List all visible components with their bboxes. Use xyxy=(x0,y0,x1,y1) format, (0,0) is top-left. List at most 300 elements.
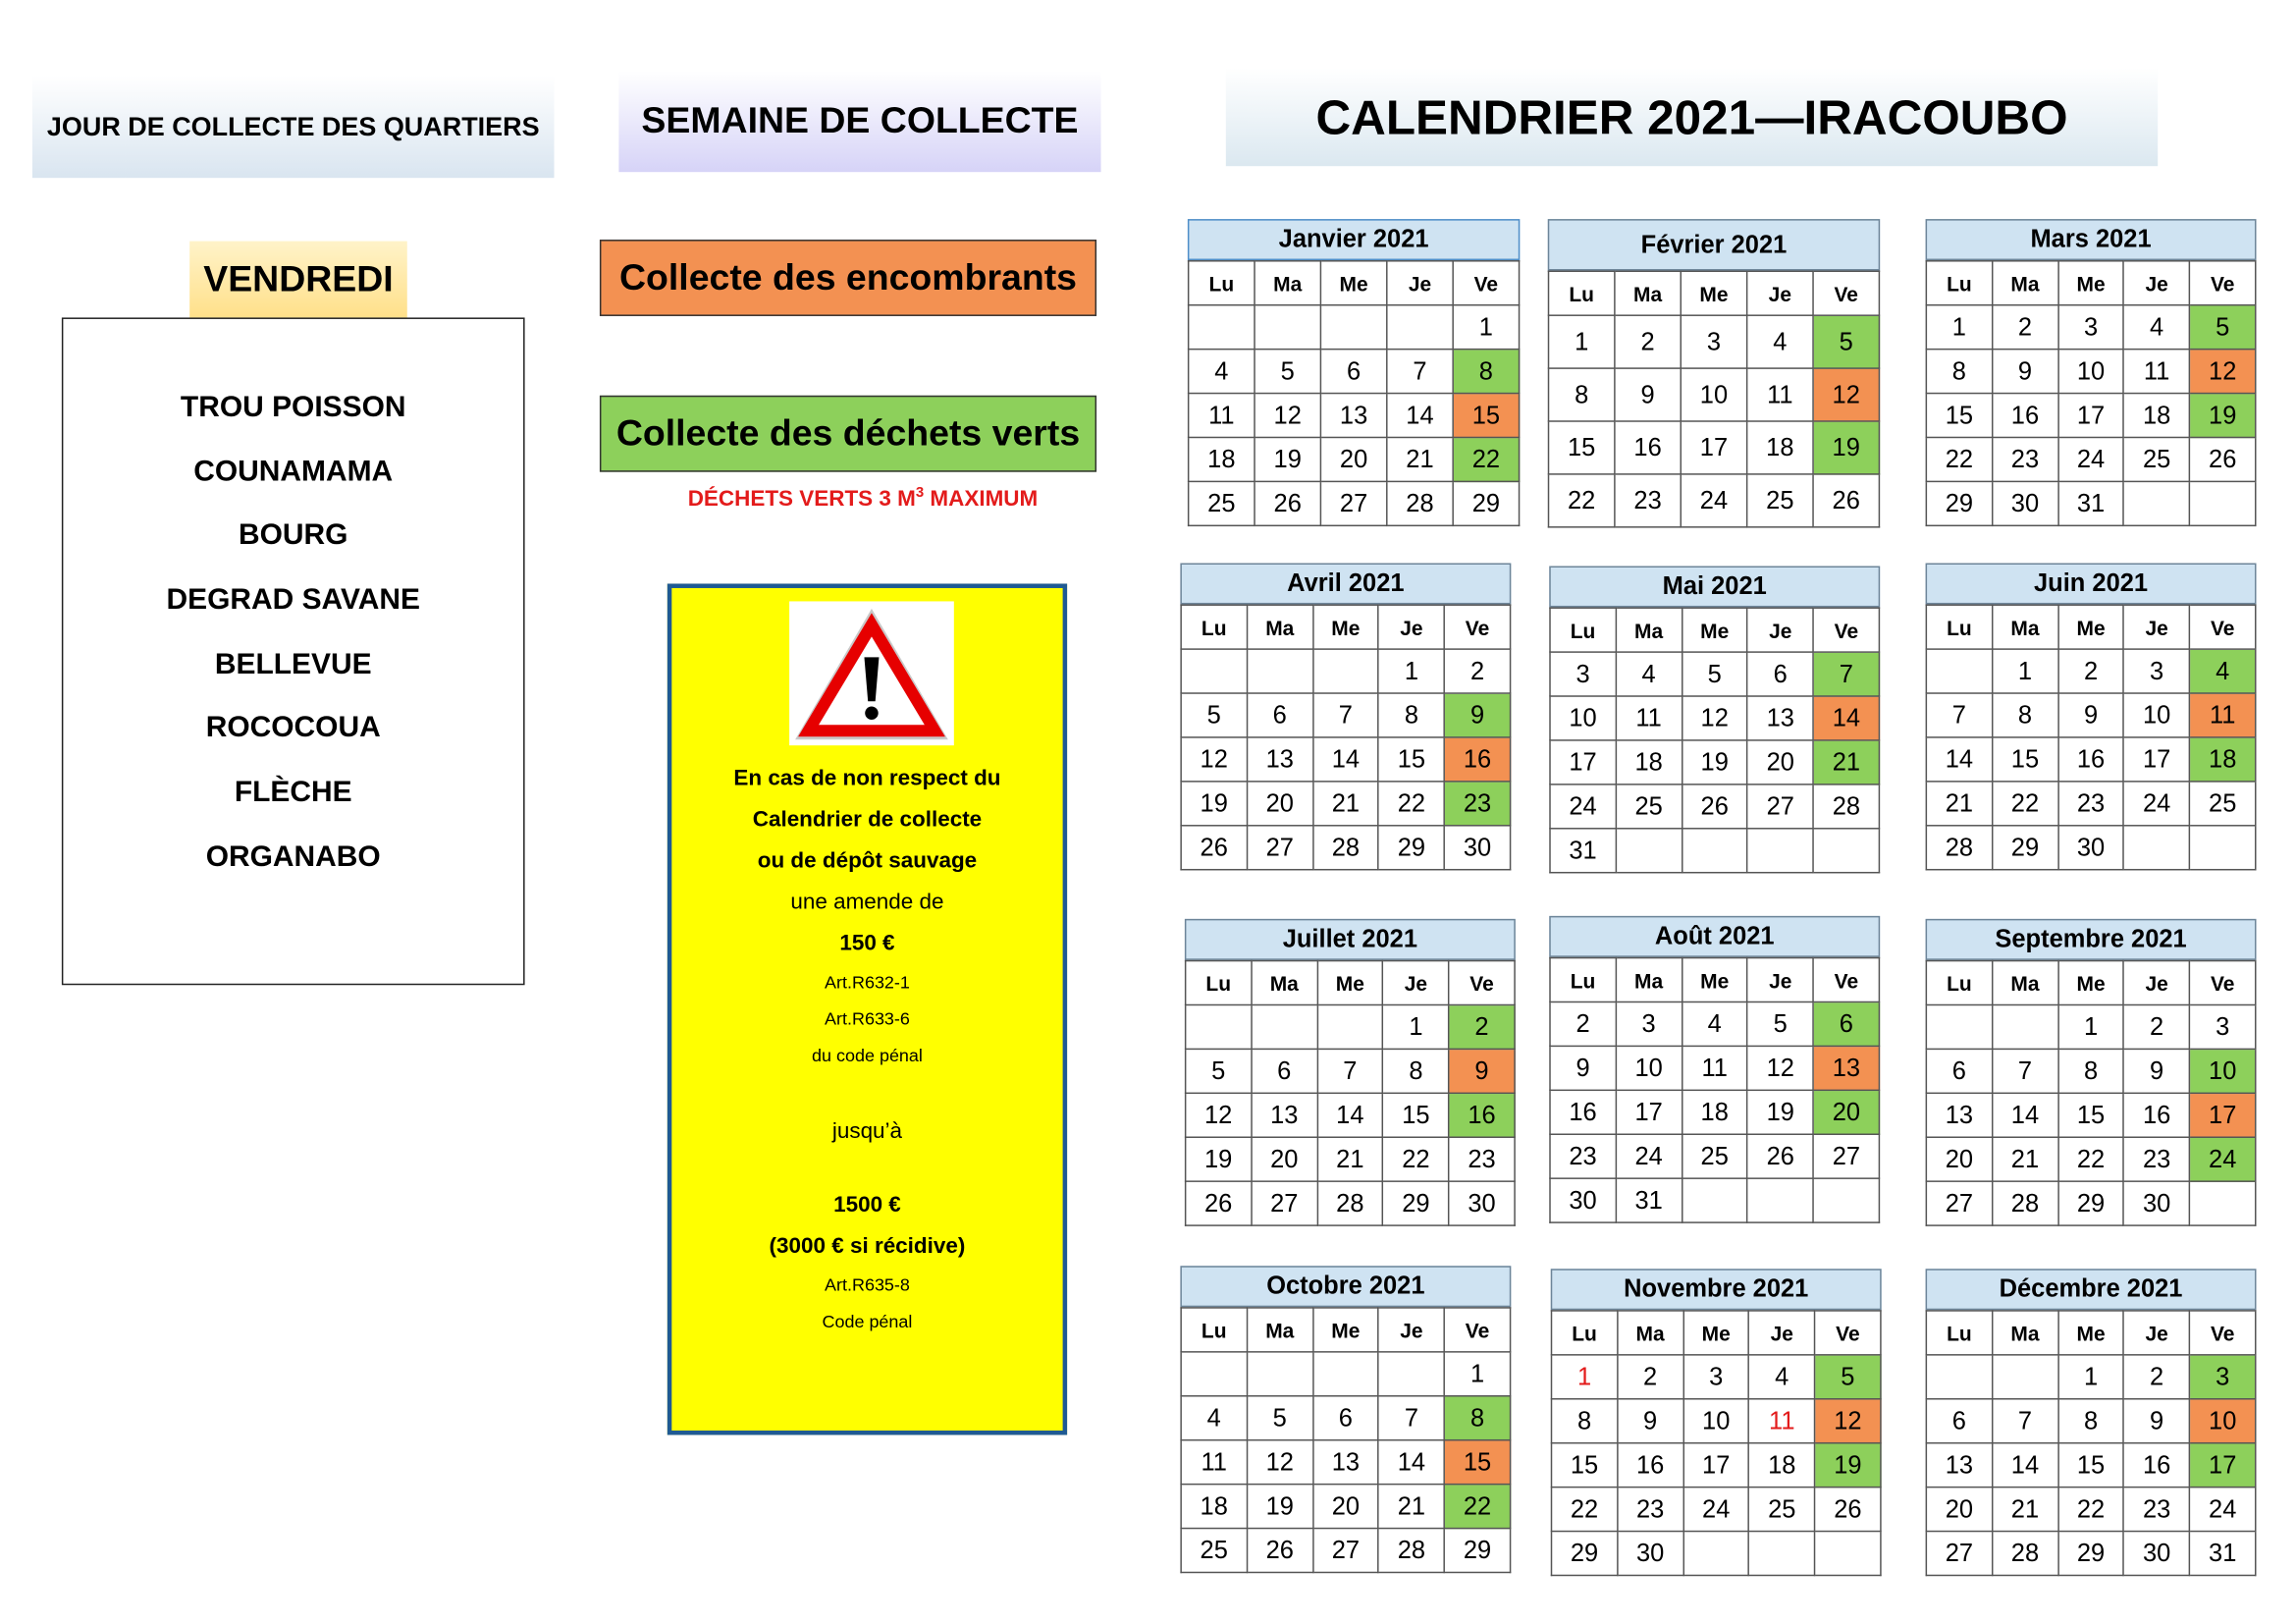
day-cell: 15 xyxy=(2058,1443,2124,1488)
day-cell: 1 xyxy=(1383,1004,1449,1049)
day-cell-dechets-verts: 22 xyxy=(1444,1485,1510,1529)
day-cell: 30 xyxy=(1449,1181,1515,1225)
day-cell: 14 xyxy=(1378,1440,1444,1485)
weekday-header: Ve xyxy=(1813,608,1879,652)
weekday-header: Me xyxy=(1682,608,1747,652)
month-title: Janvier 2021 xyxy=(1188,219,1520,260)
week-row xyxy=(1926,305,2255,350)
weekday-header: Lu xyxy=(1550,608,1616,652)
district-item: ROCOCOUA xyxy=(205,712,381,745)
day-cell: 3 xyxy=(1550,652,1616,696)
weekday-header: Me xyxy=(2058,961,2124,1005)
day-cell: 30 xyxy=(1618,1532,1683,1576)
month-table xyxy=(1926,260,2257,526)
weekday-header: Ve xyxy=(1449,961,1515,1005)
weekday-header: Je xyxy=(1747,271,1813,315)
month-calendar xyxy=(1926,219,2257,526)
day-cell-encombrants: 17 xyxy=(2190,1093,2256,1137)
weekday-header: Lu xyxy=(1181,605,1247,649)
empty-day-cell xyxy=(1926,1004,1992,1049)
day-cell: 2 xyxy=(2124,1355,2190,1399)
month-table xyxy=(1188,260,1520,526)
empty-day-cell xyxy=(1616,829,1682,873)
week-row xyxy=(1926,649,2255,693)
day-cell: 7 xyxy=(1992,1049,2057,1093)
day-cell-dechets-verts: 2 xyxy=(1449,1004,1515,1049)
day-cell: 13 xyxy=(1312,1440,1378,1485)
empty-day-cell xyxy=(2124,481,2190,525)
month-title: Août 2021 xyxy=(1549,916,1880,957)
day-cell: 29 xyxy=(2058,1532,2124,1576)
weekday-header: Je xyxy=(1387,261,1453,305)
article-r632-1: Art.R632-1 xyxy=(825,971,910,993)
day-cell: 24 xyxy=(1683,1488,1749,1532)
empty-day-cell xyxy=(1747,829,1813,873)
day-cell: 11 xyxy=(1616,696,1682,740)
day-cell: 11 xyxy=(1181,1440,1247,1485)
fine-amount-1500: 1500 € xyxy=(833,1192,901,1218)
day-cell: 18 xyxy=(1747,421,1813,474)
day-cell: 27 xyxy=(1747,785,1813,829)
empty-day-cell xyxy=(1378,1352,1444,1396)
day-cell: 17 xyxy=(1683,1443,1749,1488)
day-cell: 7 xyxy=(1992,1399,2057,1443)
day-cell: 22 xyxy=(2058,1137,2124,1181)
week-row xyxy=(1186,1093,1515,1137)
day-cell: 5 xyxy=(1682,652,1747,696)
empty-day-cell xyxy=(1992,1355,2057,1399)
day-cell: 27 xyxy=(1320,481,1386,525)
day-cell: 26 xyxy=(1181,826,1247,870)
day-cell-dechets-verts: 21 xyxy=(1813,740,1879,785)
day-cell: 13 xyxy=(1252,1093,1317,1137)
weekday-header: Ma xyxy=(1616,608,1682,652)
day-cell: 18 xyxy=(1189,437,1255,481)
month-calendar xyxy=(1548,219,1880,527)
day-cell-dechets-verts: 19 xyxy=(2190,394,2256,438)
day-cell: 16 xyxy=(2124,1093,2190,1137)
weekday-header: Ma xyxy=(1992,261,2057,305)
day-cell: 20 xyxy=(1926,1137,1992,1181)
day-cell: 24 xyxy=(1616,1134,1682,1178)
day-cell: 31 xyxy=(2190,1532,2256,1576)
weekday-header: Me xyxy=(2058,605,2124,649)
day-cell: 21 xyxy=(1992,1488,2057,1532)
day-cell: 19 xyxy=(1747,1090,1813,1134)
month-table xyxy=(1180,604,1511,870)
month-title: Juin 2021 xyxy=(1926,564,2257,605)
week-row xyxy=(1552,1355,1881,1399)
day-cell: 30 xyxy=(1550,1178,1616,1222)
day-cell: 16 xyxy=(1615,421,1681,474)
week-row xyxy=(1189,350,1520,394)
week-row xyxy=(1552,1443,1881,1488)
week-row xyxy=(1186,1049,1515,1093)
day-cell: 8 xyxy=(2058,1049,2124,1093)
day-cell-dechets-verts: 19 xyxy=(1813,421,1879,474)
week-row xyxy=(1926,1443,2255,1488)
week-row xyxy=(1926,1355,2255,1399)
day-cell: 18 xyxy=(1682,1090,1747,1134)
day-cell: 28 xyxy=(1813,785,1879,829)
day-cell: 13 xyxy=(1926,1443,1992,1488)
week-row xyxy=(1550,740,1879,785)
week-row xyxy=(1550,1001,1879,1046)
weekday-header: Je xyxy=(1378,1308,1444,1352)
day-cell-dechets-verts: 7 xyxy=(1813,652,1879,696)
day-cell: 24 xyxy=(2124,782,2190,826)
day-cell: 31 xyxy=(1550,829,1616,873)
day-cell: 24 xyxy=(2058,437,2124,481)
day-cell: 6 xyxy=(1926,1049,1992,1093)
day-cell: 9 xyxy=(1615,368,1681,421)
day-cell: 29 xyxy=(1383,1181,1449,1225)
day-cell: 11 xyxy=(1682,1046,1747,1090)
day-cell-dechets-verts: 3 xyxy=(2190,1355,2256,1399)
weekday-header: Je xyxy=(2124,961,2190,1005)
month-calendar xyxy=(1926,1269,2257,1576)
day-cell: 12 xyxy=(1247,1440,1312,1485)
day-cell-dechets-verts: 17 xyxy=(2190,1443,2256,1488)
day-cell: 11 xyxy=(1747,368,1813,421)
day-cell: 16 xyxy=(1992,394,2057,438)
month-calendar xyxy=(1180,1266,1511,1573)
empty-day-cell xyxy=(1387,305,1453,350)
day-cell: 27 xyxy=(1926,1181,1992,1225)
day-cell: 13 xyxy=(1320,394,1386,438)
day-cell: 20 xyxy=(1247,782,1312,826)
weekday-header: Ve xyxy=(1815,1311,1881,1355)
day-cell: 23 xyxy=(2124,1488,2190,1532)
day-cell: 4 xyxy=(1749,1355,1815,1399)
day-cell: 11 xyxy=(1189,394,1255,438)
day-cell: 22 xyxy=(1992,782,2057,826)
day-cell: 9 xyxy=(2124,1049,2190,1093)
day-cell-dechets-verts: 18 xyxy=(2190,737,2256,782)
month-table xyxy=(1551,1310,1882,1576)
day-cell: 4 xyxy=(2124,305,2190,350)
warning-line-2: Calendrier de collecte xyxy=(752,807,983,833)
week-row xyxy=(1186,1137,1515,1181)
day-cell: 9 xyxy=(1550,1046,1616,1090)
day-cell: 1 xyxy=(1549,315,1615,368)
day-cell: 29 xyxy=(1992,826,2057,870)
day-cell: 27 xyxy=(1247,826,1312,870)
day-cell: 27 xyxy=(1926,1532,1992,1576)
day-cell: 25 xyxy=(1749,1488,1815,1532)
day-cell: 15 xyxy=(1549,421,1615,474)
month-title: Mai 2021 xyxy=(1549,566,1880,607)
day-cell: 7 xyxy=(1378,1396,1444,1440)
day-cell: 15 xyxy=(1926,394,1992,438)
day-cell: 23 xyxy=(1550,1134,1616,1178)
day-cell: 6 xyxy=(1247,693,1312,737)
day-cell: 14 xyxy=(1926,737,1992,782)
week-row xyxy=(1181,1396,1510,1440)
day-cell: 27 xyxy=(1813,1134,1879,1178)
day-cell: 2 xyxy=(2124,1004,2190,1049)
day-cell: 10 xyxy=(1550,696,1616,740)
day-cell: 22 xyxy=(1552,1488,1618,1532)
week-row xyxy=(1926,1137,2255,1181)
day-cell-dechets-verts: 5 xyxy=(1815,1355,1881,1399)
week-row xyxy=(1189,394,1520,438)
weekday-header: Je xyxy=(1749,1311,1815,1355)
weekday-header: Ve xyxy=(1453,261,1519,305)
day-cell: 25 xyxy=(1181,1529,1247,1573)
note-superscript: 3 xyxy=(915,485,925,502)
day-cell: 5 xyxy=(1255,350,1320,394)
month-title: Décembre 2021 xyxy=(1926,1269,2257,1310)
day-cell-encombrants: 13 xyxy=(1813,1046,1879,1090)
week-row xyxy=(1926,693,2255,737)
week-row xyxy=(1550,1178,1879,1222)
weekday-header: Ma xyxy=(1247,1308,1312,1352)
day-cell: 20 xyxy=(1252,1137,1317,1181)
day-cell: 6 xyxy=(1312,1396,1378,1440)
fine-recidive: (3000 € si récidive) xyxy=(769,1233,966,1259)
weekday-header: Me xyxy=(2058,261,2124,305)
week-row xyxy=(1181,693,1510,737)
day-cell: 1 xyxy=(1926,305,1992,350)
week-row xyxy=(1181,782,1510,826)
weekday-header: Me xyxy=(1312,1308,1378,1352)
day-cell: 17 xyxy=(2058,394,2124,438)
week-row xyxy=(1552,1532,1881,1576)
day-cell: 9 xyxy=(1618,1399,1683,1443)
month-title: Mars 2021 xyxy=(1926,219,2257,260)
day-cell: 24 xyxy=(1550,785,1616,829)
week-row xyxy=(1549,368,1880,421)
week-row xyxy=(1181,649,1510,693)
day-cell: 26 xyxy=(1815,1488,1881,1532)
day-cell: 17 xyxy=(1616,1090,1682,1134)
day-cell: 12 xyxy=(1682,696,1747,740)
week-row xyxy=(1181,1485,1510,1529)
day-cell: 26 xyxy=(1682,785,1747,829)
day-cell: 8 xyxy=(1992,693,2057,737)
day-cell: 10 xyxy=(1616,1046,1682,1090)
week-row xyxy=(1186,1181,1515,1225)
district-item: BOURG xyxy=(238,519,348,553)
empty-day-cell xyxy=(1252,1004,1317,1049)
day-cell: 22 xyxy=(1378,782,1444,826)
day-cell: 18 xyxy=(1749,1443,1815,1488)
day-cell: 17 xyxy=(1681,421,1746,474)
weekday-header: Ma xyxy=(1992,1311,2057,1355)
empty-day-cell xyxy=(1992,1004,2057,1049)
day-cell: 26 xyxy=(1747,1134,1813,1178)
month-title: Septembre 2021 xyxy=(1926,919,2257,960)
day-cell: 1 xyxy=(1378,649,1444,693)
day-cell: 29 xyxy=(1378,826,1444,870)
warning-line-4: une amende de xyxy=(790,889,944,915)
day-cell: 20 xyxy=(1747,740,1813,785)
month-table xyxy=(1926,604,2257,870)
day-cell: 21 xyxy=(1317,1137,1383,1181)
code-penal-ref-2: Code pénal xyxy=(822,1311,913,1332)
day-cell: 21 xyxy=(1926,782,1992,826)
empty-day-cell xyxy=(2190,1181,2256,1225)
day-cell: 10 xyxy=(2058,350,2124,394)
weekday-header: Lu xyxy=(1550,958,1616,1002)
weekday-header: Ma xyxy=(1247,605,1312,649)
weekday-header: Ma xyxy=(1616,958,1682,1002)
week-row xyxy=(1926,782,2255,826)
day-cell: 29 xyxy=(1926,481,1992,525)
week-row xyxy=(1549,474,1880,527)
day-cell: 4 xyxy=(1682,1001,1747,1046)
day-cell-dechets-verts: 9 xyxy=(1444,693,1510,737)
note-suffix: MAXIMUM xyxy=(924,486,1039,513)
weekday-header: Me xyxy=(1681,271,1746,315)
empty-day-cell xyxy=(1255,305,1320,350)
day-cell: 30 xyxy=(1444,826,1510,870)
day-cell: 13 xyxy=(1747,696,1813,740)
article-r635-8: Art.R635-8 xyxy=(825,1274,910,1296)
day-cell: 10 xyxy=(2124,693,2190,737)
month-table xyxy=(1180,1307,1511,1573)
month-table xyxy=(1185,960,1516,1226)
day-cell: 22 xyxy=(1549,474,1615,527)
day-cell: 27 xyxy=(1252,1181,1317,1225)
day-cell: 30 xyxy=(2124,1532,2190,1576)
warning-text xyxy=(671,759,1062,1341)
week-row xyxy=(1181,1440,1510,1485)
day-cell: 7 xyxy=(1312,693,1378,737)
week-row xyxy=(1926,1004,2255,1049)
day-cell: 7 xyxy=(1926,693,1992,737)
week-row xyxy=(1550,1090,1879,1134)
week-row xyxy=(1926,1181,2255,1225)
month-title: Avril 2021 xyxy=(1180,564,1511,605)
day-cell: 21 xyxy=(1992,1137,2057,1181)
month-calendar xyxy=(1549,566,1880,873)
day-cell: 18 xyxy=(1616,740,1682,785)
legend-dechets-verts: Collecte des déchets verts xyxy=(600,396,1096,472)
empty-day-cell xyxy=(1186,1004,1252,1049)
fine-amount-150: 150 € xyxy=(839,930,895,956)
day-cell: 28 xyxy=(1926,826,1992,870)
empty-day-cell xyxy=(1312,1352,1378,1396)
empty-day-cell xyxy=(1312,649,1378,693)
day-cell-holiday: 1 xyxy=(1552,1355,1618,1399)
day-cell: 12 xyxy=(1255,394,1320,438)
day-cell: 1 xyxy=(1992,649,2057,693)
empty-day-cell xyxy=(1181,649,1247,693)
day-cell-dechets-verts: 23 xyxy=(1444,782,1510,826)
day-cell: 6 xyxy=(1320,350,1386,394)
day-cell: 12 xyxy=(1186,1093,1252,1137)
day-cell: 8 xyxy=(1549,368,1615,421)
weekday-header: Ma xyxy=(1615,271,1681,315)
day-cell-holiday: 11 xyxy=(1749,1399,1815,1443)
week-row xyxy=(1186,1004,1515,1049)
week-row xyxy=(1550,696,1879,740)
day-cell: 2 xyxy=(1618,1355,1683,1399)
collection-day-label: VENDREDI xyxy=(189,242,407,318)
week-row xyxy=(1550,1134,1879,1178)
day-cell: 22 xyxy=(2058,1488,2124,1532)
day-cell-dechets-verts: 10 xyxy=(2190,1049,2256,1093)
week-row xyxy=(1549,315,1880,368)
day-cell: 30 xyxy=(2058,826,2124,870)
week-row xyxy=(1189,437,1520,481)
day-cell: 3 xyxy=(2190,1004,2256,1049)
day-cell: 25 xyxy=(2190,782,2256,826)
empty-day-cell xyxy=(1683,1532,1749,1576)
week-row xyxy=(1549,421,1880,474)
weekday-header: Ve xyxy=(1813,271,1879,315)
day-cell: 14 xyxy=(1317,1093,1383,1137)
week-row xyxy=(1181,1529,1510,1573)
day-cell: 23 xyxy=(2124,1137,2190,1181)
day-cell: 21 xyxy=(1378,1485,1444,1529)
day-cell: 20 xyxy=(1312,1485,1378,1529)
day-cell-dechets-verts: 5 xyxy=(1813,315,1879,368)
weekday-header: Me xyxy=(2058,1311,2124,1355)
empty-day-cell xyxy=(1813,829,1879,873)
day-cell: 14 xyxy=(1387,394,1453,438)
month-table xyxy=(1549,957,1880,1223)
day-cell: 26 xyxy=(1255,481,1320,525)
month-calendar xyxy=(1926,564,2257,871)
green-waste-limit-note xyxy=(617,485,1108,512)
week-row xyxy=(1926,481,2255,525)
day-cell-encombrants: 15 xyxy=(1444,1440,1510,1485)
day-cell: 25 xyxy=(1616,785,1682,829)
day-cell: 31 xyxy=(1616,1178,1682,1222)
day-cell: 28 xyxy=(1387,481,1453,525)
day-cell: 7 xyxy=(1387,350,1453,394)
weekday-header: Lu xyxy=(1926,605,1992,649)
day-cell: 6 xyxy=(1252,1049,1317,1093)
weekday-header: Lu xyxy=(1186,961,1252,1005)
day-cell: 5 xyxy=(1247,1396,1312,1440)
day-cell: 1 xyxy=(2058,1355,2124,1399)
day-cell: 26 xyxy=(1813,474,1879,527)
day-cell: 4 xyxy=(1189,350,1255,394)
day-cell-dechets-verts: 20 xyxy=(1813,1090,1879,1134)
week-row xyxy=(1550,1046,1879,1090)
day-cell-dechets-verts: 5 xyxy=(2190,305,2256,350)
empty-day-cell xyxy=(2190,481,2256,525)
day-cell: 30 xyxy=(2124,1181,2190,1225)
day-cell: 15 xyxy=(2058,1093,2124,1137)
day-cell-encombrants: 9 xyxy=(1449,1049,1515,1093)
day-cell: 6 xyxy=(1747,652,1813,696)
week-row xyxy=(1926,826,2255,870)
month-table xyxy=(1549,607,1880,873)
day-cell: 28 xyxy=(1992,1532,2057,1576)
day-cell: 15 xyxy=(1378,737,1444,782)
month-calendar xyxy=(1180,564,1511,871)
weekday-header: Lu xyxy=(1552,1311,1618,1355)
weekday-header: Je xyxy=(1383,961,1449,1005)
empty-day-cell xyxy=(1813,1178,1879,1222)
weekday-header: Lu xyxy=(1926,1311,1992,1355)
day-cell: 28 xyxy=(1378,1529,1444,1573)
day-cell: 23 xyxy=(1449,1137,1515,1181)
day-cell: 4 xyxy=(1181,1396,1247,1440)
day-cell: 3 xyxy=(2124,649,2190,693)
month-calendar xyxy=(1926,919,2257,1226)
weekday-header: Lu xyxy=(1189,261,1255,305)
weekday-header: Je xyxy=(1747,608,1813,652)
empty-day-cell xyxy=(2124,826,2190,870)
month-title: Octobre 2021 xyxy=(1180,1266,1511,1307)
day-cell: 19 xyxy=(1247,1485,1312,1529)
